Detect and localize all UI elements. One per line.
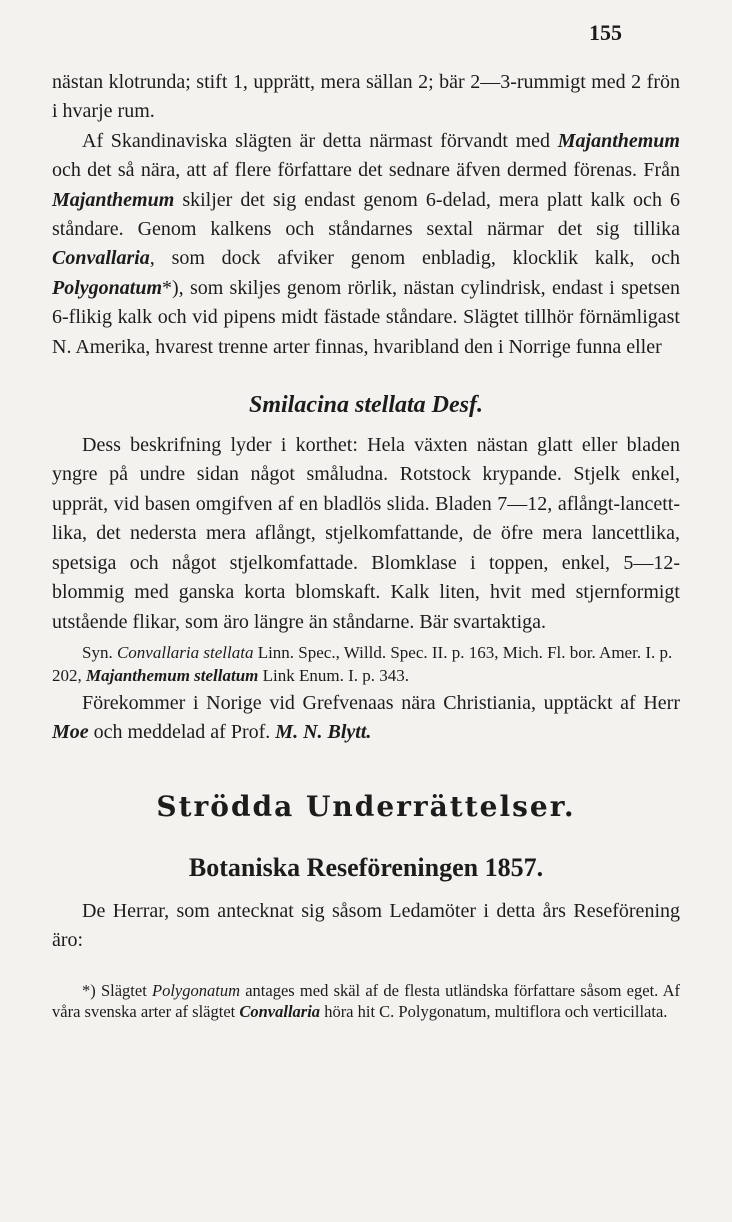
genus-name: Polygonatum: [152, 980, 241, 1000]
synonyms-block: [52, 641, 680, 687]
person-name: M. N. Blytt.: [275, 721, 372, 744]
text-run: Link Enum. I. p. 343.: [258, 665, 410, 685]
text-run: Af Skandinaviska slägten är detta närmast förvandt med: [82, 129, 558, 152]
members-intro-text: De Herrar, som antecknat sig såsom Ledamöter i detta års Reseförening äro:: [52, 899, 680, 952]
page-number: 155: [589, 20, 622, 45]
page-body: [52, 68, 680, 1022]
genus-name: Majanthemum: [557, 129, 680, 152]
species-heading: Smilacina stellata Desf.: [249, 392, 483, 419]
genus-name: Polygonatum: [52, 276, 163, 299]
paragraph-2: [52, 127, 680, 362]
text-run: Förekommer i Norige vid Grefvenaas nära Christiania, upptäckt af Herr: [82, 691, 680, 714]
paragraph-5: [52, 897, 680, 956]
society-heading: Botaniska Reseföreningen 1857.: [188, 852, 544, 882]
footnote: [52, 980, 680, 1022]
synonym-name: Convallaria stellata: [116, 642, 254, 662]
paragraph-1-text: nästan klotrunda; stift 1, upprätt, mera sällan 2; bär 2—3-rummigt med 2 frön i hvarje rum.: [52, 71, 680, 123]
synonyms-line: [52, 641, 680, 687]
text-run: Linn. Spec., Willd. Spec. II. p. 163, Mich. Fl. bor. Amer. I. p. 202,: [52, 642, 673, 685]
paragraph-1: [52, 68, 680, 127]
text-run: *), som skiljes genom rörlik, nästan cylindrisk, endast i spetsen 6-flikig kalk och vid pipens midt fästade ståndare. Slägtet tillhör förnämligast N. Amerika, hvarest trenne arter finnas, hvaribland den i Norrige funna eller: [52, 276, 680, 358]
text-run: och meddelad af Prof.: [88, 721, 276, 744]
text-run: *) Slägtet: [82, 980, 153, 1000]
text-run: antages med skäl af de flesta utländska författare såsom eget. Af våra svenska arter af slägtet: [52, 980, 680, 1021]
person-name: Moe: [52, 721, 89, 744]
genus-name: Convallaria: [239, 1001, 321, 1021]
synonyms-label: Syn.: [82, 642, 113, 662]
genus-name: Convallaria: [52, 247, 150, 270]
text-run: skiljer det sig endast genom 6-delad, mera platt kalk och 6 ståndare. Genom kalkens och ståndarnes sextal närmar det sig tillika: [52, 188, 680, 241]
paragraph-3: [52, 431, 680, 637]
text-run: höra hit C. Polygonatum, multiflora och verticillata.: [320, 1001, 668, 1021]
synonym-name: Majanthemum stellatum: [86, 665, 259, 685]
footnote-text: [52, 980, 680, 1022]
section-heading: Strödda Underrättelser.: [156, 789, 576, 823]
text-run: , som dock afviker genom enbladig, klocklik kalk, och: [149, 247, 680, 270]
text-run: och det så nära, att af flere författare det sednare äfven dermed förenas. Från: [52, 159, 680, 182]
description-text: Dess beskrifning lyder i korthet: Hela växten nästan glatt eller bladen yngre på undre sidan något småludna. Rotstock krypande. Stjelk enkel, upprät, vid basen omgifven af en bladlös slida. Bladen 7—12, aflångt-lancett-lika, det nedersta mera aflångt, stjelkomfattande, de öfre mera lancettlika, spetsiga och något stjelkomfattade. Blomklase i toppen, enkel, 5—12-blommig med ganska korta blomskaft. Kalk liten, hvit med stjernformigt utstående flikar, som äro längre än ståndarne. Bär svartaktiga.: [52, 434, 680, 633]
paragraph-4: [52, 689, 680, 748]
genus-name: Majanthemum: [52, 188, 175, 211]
